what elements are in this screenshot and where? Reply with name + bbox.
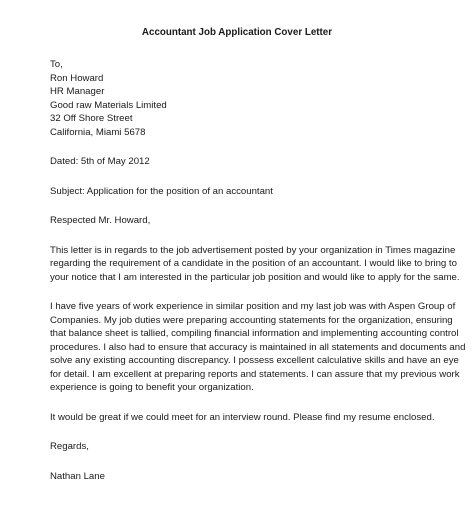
paragraph-3-line: It would be great if we could meet for an interview round. Please find my resume enclosed.	[50, 411, 435, 423]
paragraph-2-line: for detail. I am excellent at preparing reports and statements. I can assure that my previous work	[50, 368, 460, 380]
paragraph-2	[50, 300, 466, 395]
spacer	[50, 198, 460, 214]
paragraph-2-line: I have five years of work experience in similar position and my last job was with Aspen Group of	[50, 301, 456, 312]
recipient-company: Good raw Materials Limited	[50, 99, 167, 111]
greeting-line: Respected Mr. Howard,	[50, 215, 151, 226]
date-line: Dated: 5th of May 2012	[50, 156, 150, 167]
subject-line: Subject: Application for the position of an accountant	[50, 185, 273, 197]
paragraph-2-line: Companies. My job duties were preparing accounting statements for the organization, ensuring	[50, 314, 453, 326]
paragraph-2-line: that balance sheet is tallied, compiling financial information and implementing accounting control	[50, 328, 459, 339]
spacer	[50, 395, 460, 411]
salutation-to: To,	[50, 59, 63, 70]
paragraph-2-line: solve any existing accounting discrepancy. I possess excellent calculative skills and have an eye	[50, 355, 459, 366]
recipient-position: HR Manager	[50, 86, 105, 97]
paragraph-1-line: This letter is in regards to the job advertisement posted by your organization in Times magazine	[50, 244, 456, 256]
paragraph-1-line: regarding the requirement of a candidate in the position of an accountant. I would like to bring to	[50, 258, 457, 269]
spacer	[50, 424, 460, 440]
spacer	[50, 228, 460, 244]
signature-name: Nathan Lane	[50, 470, 105, 482]
paragraph-1-line: your notice that I am interested in the particular job position and would like to apply for the same.	[50, 271, 460, 283]
spacer	[50, 284, 460, 300]
spacer	[50, 139, 460, 155]
recipient-city: California, Miami 5678	[50, 126, 146, 138]
paragraph-1	[50, 244, 460, 285]
closing-line: Regards,	[50, 441, 89, 452]
paragraph-3	[50, 411, 460, 425]
recipient-name: Ron Howard	[50, 72, 104, 84]
spacer	[50, 169, 460, 185]
spacer	[50, 454, 460, 470]
document-title: Accountant Job Application Cover Letter	[141, 27, 333, 38]
paragraph-2-line: procedures. I also had to ensure that accuracy is maintained in all statements and documents and	[50, 341, 466, 353]
paragraph-2-line: experience is going to benefit your organization.	[50, 382, 254, 393]
recipient-street: 32 Off Shore Street	[50, 113, 133, 124]
recipient-block	[50, 58, 460, 139]
letter-body	[50, 58, 466, 483]
